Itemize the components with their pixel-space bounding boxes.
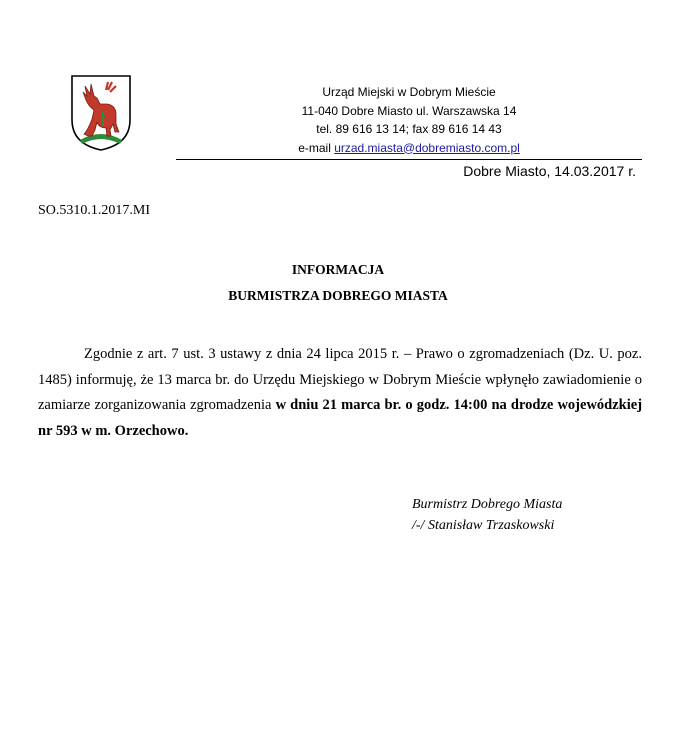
letterhead-divider	[176, 159, 642, 160]
body-paragraph	[38, 342, 642, 444]
document-title: INFORMACJA	[291, 262, 385, 277]
document-subtitle: BURMISTRZA DOBREGO MIASTA	[228, 288, 448, 303]
office-email-line	[176, 139, 642, 158]
signature-title: Burmistrz Dobrego Miasta	[412, 497, 563, 512]
letterhead	[176, 83, 642, 157]
signature-name: /-/ Stanisław Trzaskowski	[412, 518, 555, 533]
reference-number: SO.5310.1.2017.MI	[38, 203, 151, 218]
body-text-bold: w dniu 21 marca br. o godz. 14:00 na drodze wojewódzkiej nr 593 w m. Orzechowo.	[38, 397, 643, 439]
body-text-normal: Zgodnie z art. 7 ust. 3 ustawy z dnia 24 lipca 2015 r. – Prawo o zgromadzeniach (Dz. U. poz. 1485) informuję, że 13 marca br. do Urzędu Miejskiego w Dobrym Mieście wpłynęło zawiadomienie o zamiarze zorganizowania zgromadzenia	[38, 346, 642, 413]
office-address: 11-040 Dobre Miasto ul. Warszawska 14	[301, 103, 517, 118]
email-link[interactable]: urzad.miasta@dobremiasto.com.pl	[334, 140, 520, 155]
office-name: Urząd Miejski w Dobrym Mieście	[322, 85, 496, 99]
coat-of-arms-logo	[70, 74, 132, 152]
document-date: Dobre Miasto, 14.03.2017 r.	[463, 163, 636, 179]
email-label: e-mail	[298, 140, 331, 155]
office-phones: tel. 89 616 13 14; fax 89 616 14 43	[316, 122, 502, 136]
